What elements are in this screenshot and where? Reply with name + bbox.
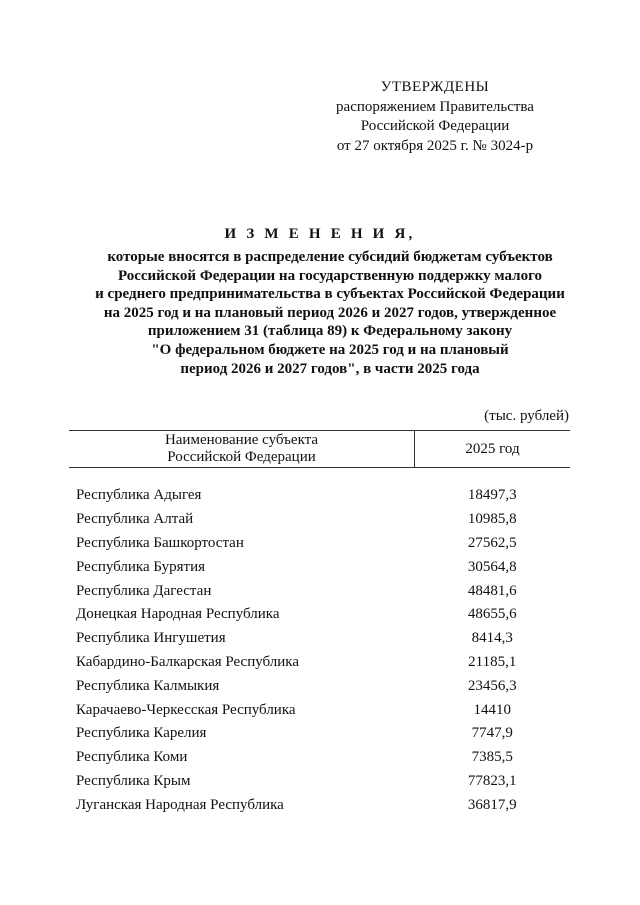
subsidy-table <box>69 430 570 817</box>
subsidy-value: 14410 <box>473 701 511 718</box>
subsidy-value: 30564,8 <box>467 558 517 575</box>
subtitle-line: и среднего предпринимательства в субъектах Российской Федерации <box>95 286 565 303</box>
region-name: Республика Карелия <box>76 725 207 742</box>
region-name: Карачаево-Черкесская Республика <box>76 701 296 718</box>
approval-line: от 27 октября 2025 г. № 3024-р <box>336 137 534 154</box>
subsidy-value: 21185,1 <box>468 653 517 670</box>
table-header-row <box>69 431 570 468</box>
table-row <box>69 770 570 794</box>
subtitle-line: "О федеральном бюджете на 2025 год и на плановый <box>151 341 509 358</box>
region-name: Республика Дагестан <box>76 582 212 599</box>
approval-title: УТВЕРЖДЕНЫ <box>380 79 490 95</box>
subsidy-value: 48481,6 <box>467 582 517 599</box>
region-name: Республика Калмыкия <box>76 677 220 694</box>
subtitle-line: Российской Федерации на государственную поддержку малого <box>117 267 543 284</box>
approval-block <box>330 78 540 156</box>
table-row <box>69 651 570 675</box>
approval-line: Российской Федерации <box>360 118 510 134</box>
subsidy-value: 7385,5 <box>471 749 513 766</box>
table-spacer <box>69 468 570 485</box>
table-row <box>69 722 570 746</box>
subsidy-value: 10985,8 <box>467 511 517 528</box>
region-name: Республика Коми <box>76 749 188 766</box>
region-name: Республика Адыгея <box>76 487 202 504</box>
region-name: Кабардино-Балкарская Республика <box>76 653 300 670</box>
table-row <box>69 603 570 627</box>
header-year: 2025 год <box>415 431 571 468</box>
units-label: (тыс. рублей) <box>484 408 569 424</box>
document-subtitle <box>60 248 600 378</box>
table-row <box>69 508 570 532</box>
subtitle-line: приложением 31 (таблица 89) к Федеральному закону <box>147 323 513 340</box>
table-row <box>69 627 570 651</box>
region-name: Луганская Народная Республика <box>76 796 284 813</box>
header-region: Наименование субъекта Российской Федерации <box>69 431 415 468</box>
region-name: Республика Бурятия <box>76 558 206 575</box>
region-name: Республика Алтай <box>76 511 194 528</box>
subtitle-line: на 2025 год и на плановый период 2026 и 2027 годов, утвержденное <box>103 304 557 321</box>
table-row <box>69 674 570 698</box>
subsidy-value: 8414,3 <box>471 630 513 647</box>
region-name: Донецкая Народная Республика <box>76 606 280 623</box>
subtitle-line: период 2026 и 2027 годов", в части 2025 года <box>180 360 480 377</box>
region-name: Республика Ингушетия <box>76 630 226 647</box>
approval-line: распоряжением Правительства <box>336 98 534 115</box>
subsidy-value: 48655,6 <box>467 606 517 623</box>
subsidy-value: 36817,9 <box>467 796 517 813</box>
table-row <box>69 484 570 508</box>
table-body <box>69 468 570 818</box>
table-row <box>69 698 570 722</box>
subsidy-value: 18497,3 <box>467 487 517 504</box>
subsidy-value: 7747,9 <box>471 725 513 742</box>
subsidy-value: 23456,3 <box>467 677 517 694</box>
region-name: Республика Башкортостан <box>76 534 244 551</box>
subsidy-value: 27562,5 <box>467 534 517 551</box>
subsidy-value: 77823,1 <box>467 772 517 789</box>
document-title: И З М Е Н Е Н И Я, <box>224 226 416 242</box>
table-row <box>69 793 570 817</box>
subtitle-line: которые вносятся в распределение субсидий бюджетам субъектов <box>107 249 553 265</box>
table-row <box>69 532 570 556</box>
table-row <box>69 555 570 579</box>
region-name: Республика Крым <box>76 772 191 789</box>
table-row <box>69 579 570 603</box>
table-row <box>69 746 570 770</box>
